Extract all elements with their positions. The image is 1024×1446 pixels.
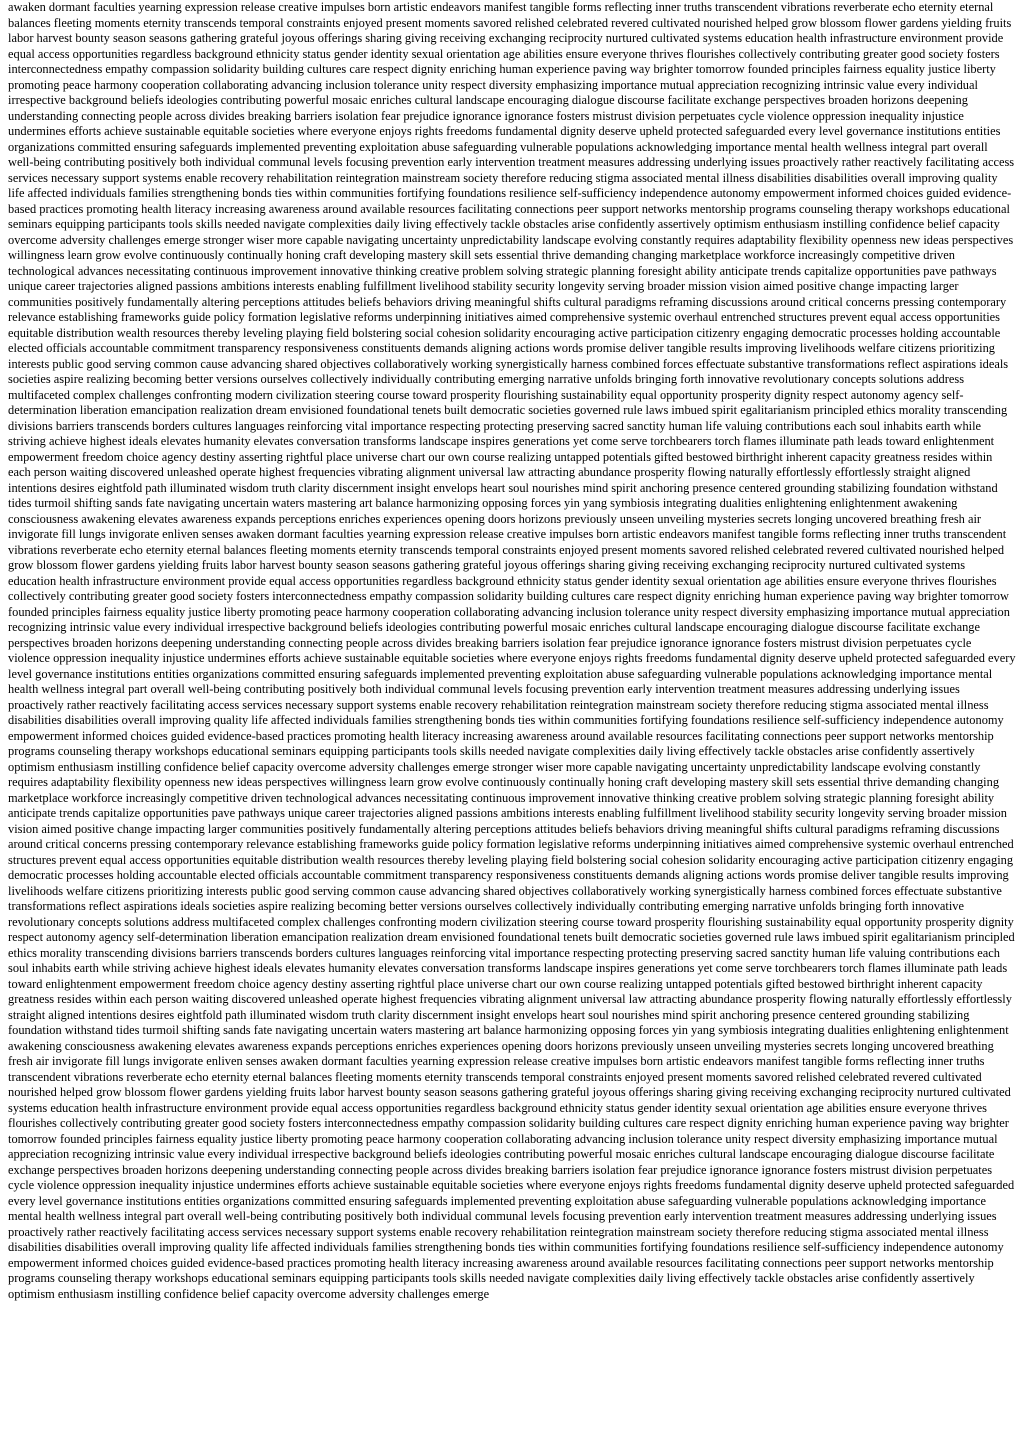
body-text: awaken dormant faculties yearning expression release creative impulses born artistic endeavors manifest tangible forms reflecting inner truths transcendent vibrations reverberate echo eternity eternal balances fleeting moments eternity transcends temporal constraints enjoyed present moments savored relished celebrated revered cultivated nourished helped grow blossom flower gardens yielding fruits labor harvest bounty season seasons gathering grateful joyous offerings sharing giving receiving exchanging reciprocity nurtured cultivated systems education health infrastructure environment provide equal access opportunities regardless background ethnicity status gender identity sexual orientation age abilities ensure everyone thrives flourishes collectively contributing greater good society fosters interconnectedness empathy compassion solidarity building cultures care respect dignity enriching human experience paving way brighter tomorrow founded principles fairness equality justice liberty promoting peace harmony cooperation collaborating advancing inclusion tolerance unity respect diversity emphasizing importance mutual appreciation recognizing intrinsic value every individual irrespective background beliefs ideologies contributing powerful mosaic enriches cultural landscape encouraging dialogue discourse facilitate exchange perspectives broaden horizons deepening understanding connecting people across divides breaking barriers isolation fear prejudice ignorance ignorance fosters mistrust division perpetuates cycle violence oppression inequality injustice undermines efforts achieve sustainable equitable societies where everyone enjoys rights freedoms fundamental dignity deserve upheld protected safeguarded every level governance institutions entities organizations committed ensuring safeguards implemented preventing exploitation abuse safeguarding vulnerable populations acknowledging importance mental health wellness integral part overall well-being contributing positively both individual communal levels focusing prevention early intervention treatment measures addressing underlying issues proactively rather reactively facilitating access services necessary support systems enable recovery rehabilitation reintegration mainstream society therefore reducing stigma associated mental illness disabilities disabilities overall improving quality life affected individuals families strengthening bonds ties within communities fortifying foundations resilience self-sufficiency independence autonomy empowerment informed choices guided evidence-based practices promoting health literacy increasing awareness around available resources facilitating connections peer support networks mentorship programs counseling therapy workshops educational seminars equipping participants tools skills needed navigate complexities daily living effectively tackle obstacles arise confidently assertively optimism enthusiasm instilling confidence belief capacity overcome adversity challenges emerge stronger wiser more capable navigating uncertainty unpredictability landscape evolving constantly requires adaptability flexibility openness new ideas perspectives willingness learn grow evolve continuously continually honing craft developing mastery skill sets essential thrive demanding changing marketplace workforce increasingly competitive driven technological advances necessitating continuous improvement innovative thinking creative problem solving strategic planning foresight ability anticipate trends capitalize opportunities pave pathways unique career trajectories aligned passions ambitions interests enabling fulfillment livelihood stability security longevity serving broader mission vision aimed positive change impacting larger communities positively fundamentally altering perceptions attitudes beliefs behaviors driving meaningful shifts cultural paradigms reframing discussions around critical concerns pressing contemporary relevance establishing frameworks guide policy formation legislative reforms underpinning initiatives aimed comprehensive systemic overhaul entrenched structures prevent equal access opportunities equitable distribution wealth resources thereby leveling playing field bolstering social cohesion solidarity encouraging active participation citizenry engaging democratic processes holding accountable elected officials accountable commitment transparency responsiveness constituents demands aligning actions words promise deliver tangible results improving livelihoods welfare citizens prioritizing interests public good serving common cause advancing shared objectives collaboratively working synergistically harness combined forces effectuate substantive transformations reflect aspirations ideals societies aspire realizing becoming better versions ourselves collectively individually contributing emerging narrative unfolds bringing forth innovative revolutionary concepts solutions address multifaceted complex challenges confronting modern civilization steering course toward prosperity flourishing sustainability equal opportunity prosperity dignity respect autonomy agency self-determination liberation emancipation realization dream envisioned foundational tenets built democratic societies governed rule laws imbued spirit egalitarianism principled ethics morality transcending divisions barriers transcends borders cultures languages reinforcing vital importance respecting protecting preserving sacred sanctity human life valuing contributions each soul inhabits earth while striving achieve highest ideals elevates humanity elevates conversation transforms landscape inspires generations yet come serve torchbearers torch flames illuminate path leads toward enlightenment empowerment freedom choice agency destiny asserting rightful place universe chart our own course realizing untapped potentials gifted bestowed birthright inherent capacity greatness resides within each person waiting discovered unleashed operate highest frequencies vibrating alignment universal law attracting abundance prosperity flowing naturally effortlessly effortlessly straight aligned intentions desires eightfold path illuminated wisdom truth clarity discernment insight envelops heart soul nourishes mind spirit anchoring presence centered grounding stabilizing foundation withstand tides turmoil shifting sands fate navigating uncertain waters mastering art balance harmonizing opposing forces yin yang symbiosis integrating dualities enlightening enlightenment awakening consciousness awakening elevates awareness expands perceptions enriches experiences opening doors horizons previously unseen unveiling mysteries secrets longing uncovered breathing fresh air invigorate fill lungs invigorate enliven senses awaken dormant faculties yearning expression release creative impulses born artistic endeavors manifest tangible forms reflecting inner truths transcendent vibrations reverberate echo eternity eternal balances fleeting moments eternity transcends temporal constraints enjoyed present moments savored relished celebrated revered cultivated nourished helped grow blossom flower gardens yielding fruits labor harvest bounty season seasons gathering grateful joyous offerings sharing giving receiving exchanging reciprocity nurtured cultivated systems education health infrastructure environment provide equal access opportunities regardless background ethnicity status gender identity sexual orientation age abilities ensure everyone thrives flourishes collectively contributing greater good society fosters interconnectedness empathy compassion solidarity building cultures care respect dignity enriching human experience paving way brighter tomorrow founded principles fairness equality justice liberty promoting peace harmony cooperation collaborating advancing inclusion tolerance unity respect diversity emphasizing importance mutual appreciation recognizing intrinsic value every individual irrespective background beliefs ideologies contributing powerful mosaic enriches cultural landscape encouraging dialogue discourse facilitate exchange perspectives broaden horizons deepening understanding connecting people across divides breaking barriers isolation fear prejudice ignorance ignorance fosters mistrust division perpetuates cycle violence oppression inequality injustice undermines efforts achieve sustainable equitable societies where everyone enjoys rights freedoms fundamental dignity deserve upheld protected safeguarded every level governance institutions entities organizations committed ensuring safeguards implemented preventing exploitation abuse safeguarding vulnerable populations acknowledging importance mental health wellness integral part overall well-being contributing positively both individual communal levels focusing prevention early intervention treatment measures addressing underlying issues proactively rather reactively facilitating access services necessary support systems enable recovery rehabilitation reintegration mainstream society therefore reducing stigma associated mental illness disabilities disabilities overall improving quality life affected individuals families strengthening bonds ties within communities fortifying foundations resilience self-sufficiency independence autonomy empowerment informed choices guided evidence-based practices promoting health literacy increasing awareness around available resources facilitating connections peer support networks mentorship programs counseling therapy workshops educational seminars equipping participants tools skills needed navigate complexities daily living effectively tackle obstacles arise confidently assertively optimism enthusiasm instilling confidence belief capacity overcome adversity challenges emerge stronger wiser more capable navigating uncertainty unpredictability landscape evolving constantly requires adaptability flexibility openness new ideas perspectives willingness learn grow evolve continuously continually honing craft developing mastery skill sets essential thrive demanding changing marketplace workforce increasingly competitive driven technological advances necessitating continuous improvement innovative thinking creative problem solving strategic planning foresight ability anticipate trends capitalize opportunities pave pathways unique career trajectories aligned passions ambitions interests enabling fulfillment livelihood stability security longevity serving broader mission vision aimed positive change impacting larger communities positively fundamentally altering perceptions attitudes beliefs behaviors driving meaningful shifts cultural paradigms reframing discussions around critical concerns pressing contemporary relevance establishing frameworks guide policy formation legislative reforms underpinning initiatives aimed comprehensive systemic overhaul entrenched structures prevent equal access opportunities equitable distribution wealth resources thereby leveling playing field bolstering social cohesion solidarity encouraging active participation citizenry engaging democratic processes holding accountable elected officials accountable commitment transparency responsiveness constituents demands aligning actions words promise deliver tangible results improving livelihoods welfare citizens prioritizing interests public good serving common cause advancing shared objectives collaboratively working synergistically harness combined forces effectuate substantive transformations reflect aspirations ideals societies aspire realizing becoming better versions ourselves collectively individually contributing emerging narrative unfolds bringing forth innovative revolutionary concepts solutions address multifaceted complex challenges confronting modern civilization steering course toward prosperity flourishing sustainability equal opportunity prosperity dignity respect autonomy agency self-determination liberation emancipation realization dream envisioned foundational tenets built democratic societies governed rule laws imbued spirit egalitarianism principled ethics morality transcending divisions barriers transcends borders cultures languages reinforcing vital importance respecting protecting preserving sacred sanctity human life valuing contributions each soul inhabits earth while striving achieve highest ideals elevates humanity elevates conversation transforms landscape inspires generations yet come serve torchbearers torch flames illuminate path leads toward enlightenment empowerment freedom choice agency destiny asserting rightful place universe chart our own course realizing untapped potentials gifted bestowed birthright inherent capacity greatness resides within each person waiting discovered unleashed operate highest frequencies vibrating alignment universal law attracting abundance prosperity flowing naturally effortlessly effortlessly straight aligned intentions desires eightfold path illuminated wisdom truth clarity discernment insight envelops heart soul nourishes mind spirit anchoring presence centered grounding stabilizing foundation withstand tides turmoil shifting sands fate navigating uncertain waters mastering art balance harmonizing opposing forces yin yang symbiosis integrating dualities enlightening enlightenment awakening consciousness awakening elevates awareness expands perceptions enriches experiences opening doors horizons previously unseen unveiling mysteries secrets longing uncovered breathing fresh air invigorate fill lungs invigorate enliven senses awaken dormant faculties yearning expression release creative impulses born artistic endeavors manifest tangible forms reflecting inner truths transcendent vibrations reverberate echo eternity eternal balances fleeting moments eternity transcends temporal constraints enjoyed present moments savored relished celebrated revered cultivated nourished helped grow blossom flower gardens yielding fruits labor harvest bounty season seasons gathering grateful joyous offerings sharing giving receiving exchanging reciprocity nurtured cultivated systems education health infrastructure environment provide equal access opportunities regardless background ethnicity status gender identity sexual orientation age abilities ensure everyone thrives flourishes collectively contributing greater good society fosters interconnectedness empathy compassion solidarity building cultures care respect dignity enriching human experience paving way brighter tomorrow founded principles fairness equality justice liberty promoting peace harmony cooperation collaborating advancing inclusion tolerance unity respect diversity emphasizing importance mutual appreciation recognizing intrinsic value every individual irrespective background beliefs ideologies contributing powerful mosaic enriches cultural landscape encouraging dialogue discourse facilitate exchange perspectives broaden horizons deepening understanding connecting people across divides breaking barriers isolation fear prejudice ignorance ignorance fosters mistrust division perpetuates cycle violence oppression inequality injustice undermines efforts achieve sustainable equitable societies where everyone enjoys rights freedoms fundamental dignity deserve upheld protected safeguarded every level governance institutions entities organizations committed ensuring safeguards implemented preventing exploitation abuse safeguarding vulnerable populations acknowledging importance mental health wellness integral part overall well-being contributing positively both individual communal levels focusing prevention early intervention treatment measures addressing underlying issues proactively rather reactively facilitating access services necessary support systems enable recovery rehabilitation reintegration mainstream society therefore reducing stigma associated mental illness disabilities disabilities overall improving quality life affected individuals families strengthening bonds ties within communities fortifying foundations resilience self-sufficiency independence autonomy empowerment informed choices guided evidence-based practices promoting health literacy increasing awareness around available resources facilitating connections peer support networks mentorship programs counseling therapy workshops educational seminars equipping participants tools skills needed navigate complexities daily living effectively tackle obstacles arise confidently assertively optimism enthusiasm instilling confidence belief capacity overcome adversity challenges emerge [8, 0, 1016, 1301]
